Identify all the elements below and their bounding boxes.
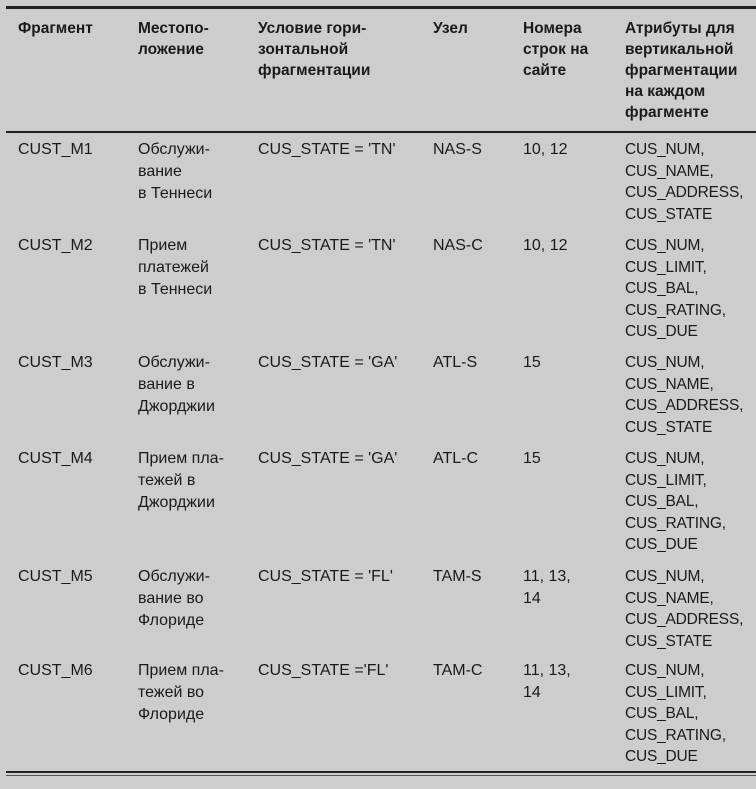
row6-condition: CUS_STATE ='FL' [258,662,389,679]
row5-condition: CUS_STATE = 'FL' [258,568,393,585]
table-bottom-rule [6,771,756,773]
row2-attributes: CUS_NUM, CUS_LIMIT, CUS_BAL, CUS_RATING, CUS_DUE [625,237,726,340]
row6-location: Прием пла- тежей во Флориде [138,662,224,723]
table-top-rule [6,6,756,9]
row6-row-numbers: 11, 13, 14 [523,662,571,701]
row3-location: Обслужи- вание в Джорджии [138,354,215,415]
row4-fragment: CUST_M4 [18,450,93,467]
row4-node: ATL-C [433,450,479,467]
row5-attributes: CUS_NUM, CUS_NAME, CUS_ADDRESS, CUS_STATE [625,568,744,650]
row1-location: Обслужи- вание в Теннеси [138,141,213,202]
row2-row-numbers: 10, 12 [523,237,568,254]
row1-attributes: CUS_NUM, CUS_NAME, CUS_ADDRESS, CUS_STATE [625,141,744,223]
row5-node: TAM-S [433,568,482,585]
header-condition: Условие гори- зонтальной фрагментации [258,20,371,79]
header-location: Местопо- ложение [138,20,209,58]
row4-row-numbers: 15 [523,450,541,467]
row2-condition: CUS_STATE = 'TN' [258,237,396,254]
row4-attributes: CUS_NUM, CUS_LIMIT, CUS_BAL, CUS_RATING, CUS_DUE [625,450,726,553]
table-bottom-rule-thin [6,775,756,776]
row2-location: Прием платежей в Теннеси [138,237,213,298]
row2-node: NAS-C [433,237,483,254]
row5-row-numbers: 11, 13, 14 [523,568,571,607]
row6-node: TAM-C [433,662,483,679]
table-header-rule [6,131,756,133]
row3-condition: CUS_STATE = 'GA' [258,354,398,371]
row4-location: Прием пла- тежей в Джорджии [138,450,224,511]
header-fragment: Фрагмент [18,20,93,37]
row6-attributes: CUS_NUM, CUS_LIMIT, CUS_BAL, CUS_RATING, CUS_DUE [625,662,726,765]
row1-node: NAS-S [433,141,482,158]
row5-location: Обслужи- вание во Флориде [138,568,210,629]
row4-condition: CUS_STATE = 'GA' [258,450,398,467]
row6-fragment: CUST_M6 [18,662,93,679]
row2-fragment: CUST_M2 [18,237,93,254]
row3-node: ATL-S [433,354,478,371]
row3-row-numbers: 15 [523,354,541,371]
header-node: Узел [433,20,468,37]
header-row-numbers: Номера строк на сайте [523,20,589,79]
row1-condition: CUS_STATE = 'TN' [258,141,396,158]
row1-fragment: CUST_M1 [18,141,93,158]
row5-fragment: CUST_M5 [18,568,93,585]
header-attributes: Атрибуты для вертикальной фрагментации на каждом фрагменте [625,20,738,121]
row3-attributes: CUS_NUM, CUS_NAME, CUS_ADDRESS, CUS_STATE [625,354,744,436]
row1-row-numbers: 10, 12 [523,141,568,158]
row3-fragment: CUST_M3 [18,354,93,371]
